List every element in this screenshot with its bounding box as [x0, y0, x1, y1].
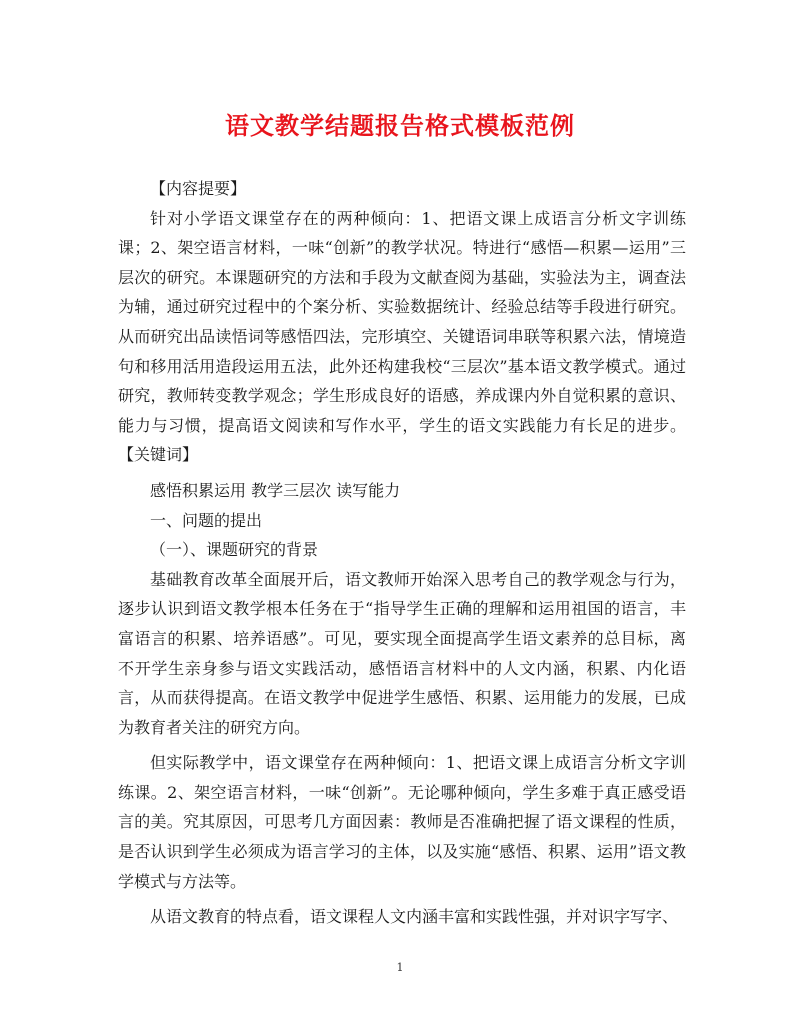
section-heading-1: 一、问题的提出 — [150, 510, 263, 530]
summary-paragraph: 针对小学语文课堂存在的两种倾向：1、把语文课上成语言分析文字训练课；2、架空语言材料，一味“创新”的教学状况。特进行“感悟—积累—运用”三层次的研究。本课题研究的方法和手段为文献查阅为基础，实验法为主，调查法为辅，通过研究过程中的个案分析、实验数据统计、经验总结等手段进行研究。从而研究出品读悟词等感悟四法，完形填空、关键语词串联等积累六法，情境造句和移用活用造段运用五法，此外还构建我校“三层次”基本语文教学模式。通过研究，教师转变教学观念；学生形成良好的语感，养成课内外自觉积累的意识、能力与习惯，提高语文阅读和写作水平，学生的语文实践能力有长足的进步。 【关键词】 — [118, 208, 686, 465]
summary-heading: 【内容提要】 — [150, 179, 247, 198]
background-paragraph-1: 基础教育改革全面展开后，语文教师开始深入思考自己的教学观念与行为，逐步认识到语文教学根本任务在于“指导学生正确的理解和运用祖国的语言，丰富语言的积累、培养语感”。可见，要实现全面提高学生语文素养的总目标，离不开学生亲身参与语文实践活动，感悟语言材料中的人文内涵，积累、内化语言，从而获得提高。在语文教学中促进学生感悟、积累、运用能力的发展，已成为教育者关注的研究方向。 — [118, 569, 686, 737]
background-paragraph-2: 但实际教学中，语文课堂存在两种倾向：1、把语文课上成语言分析文字训练课。2、架空语言材料，一味“创新”。无论哪种倾向，学生多难于真正感受语言的美。究其原因，可思考几方面因素：教师是否准确把握了语文课程的性质，是否认识到学生必须成为语言学习的主体，以及实施“感悟、积累、运用”语文教学模式与方法等。 — [118, 753, 686, 891]
background-paragraph-3: 从语文教育的特点看，语文课程人文内涵丰富和实践性强，并对识字写字、 — [150, 907, 679, 927]
page-number: 1 — [396, 961, 404, 974]
subsection-heading-1-1: （一）、课题研究的背景 — [150, 540, 319, 560]
document-title: 语文教学结题报告格式模板范例 — [225, 111, 575, 140]
keywords-line: 感悟积累运用 教学三层次 读写能力 — [150, 480, 401, 500]
document-body — [118, 174, 686, 932]
